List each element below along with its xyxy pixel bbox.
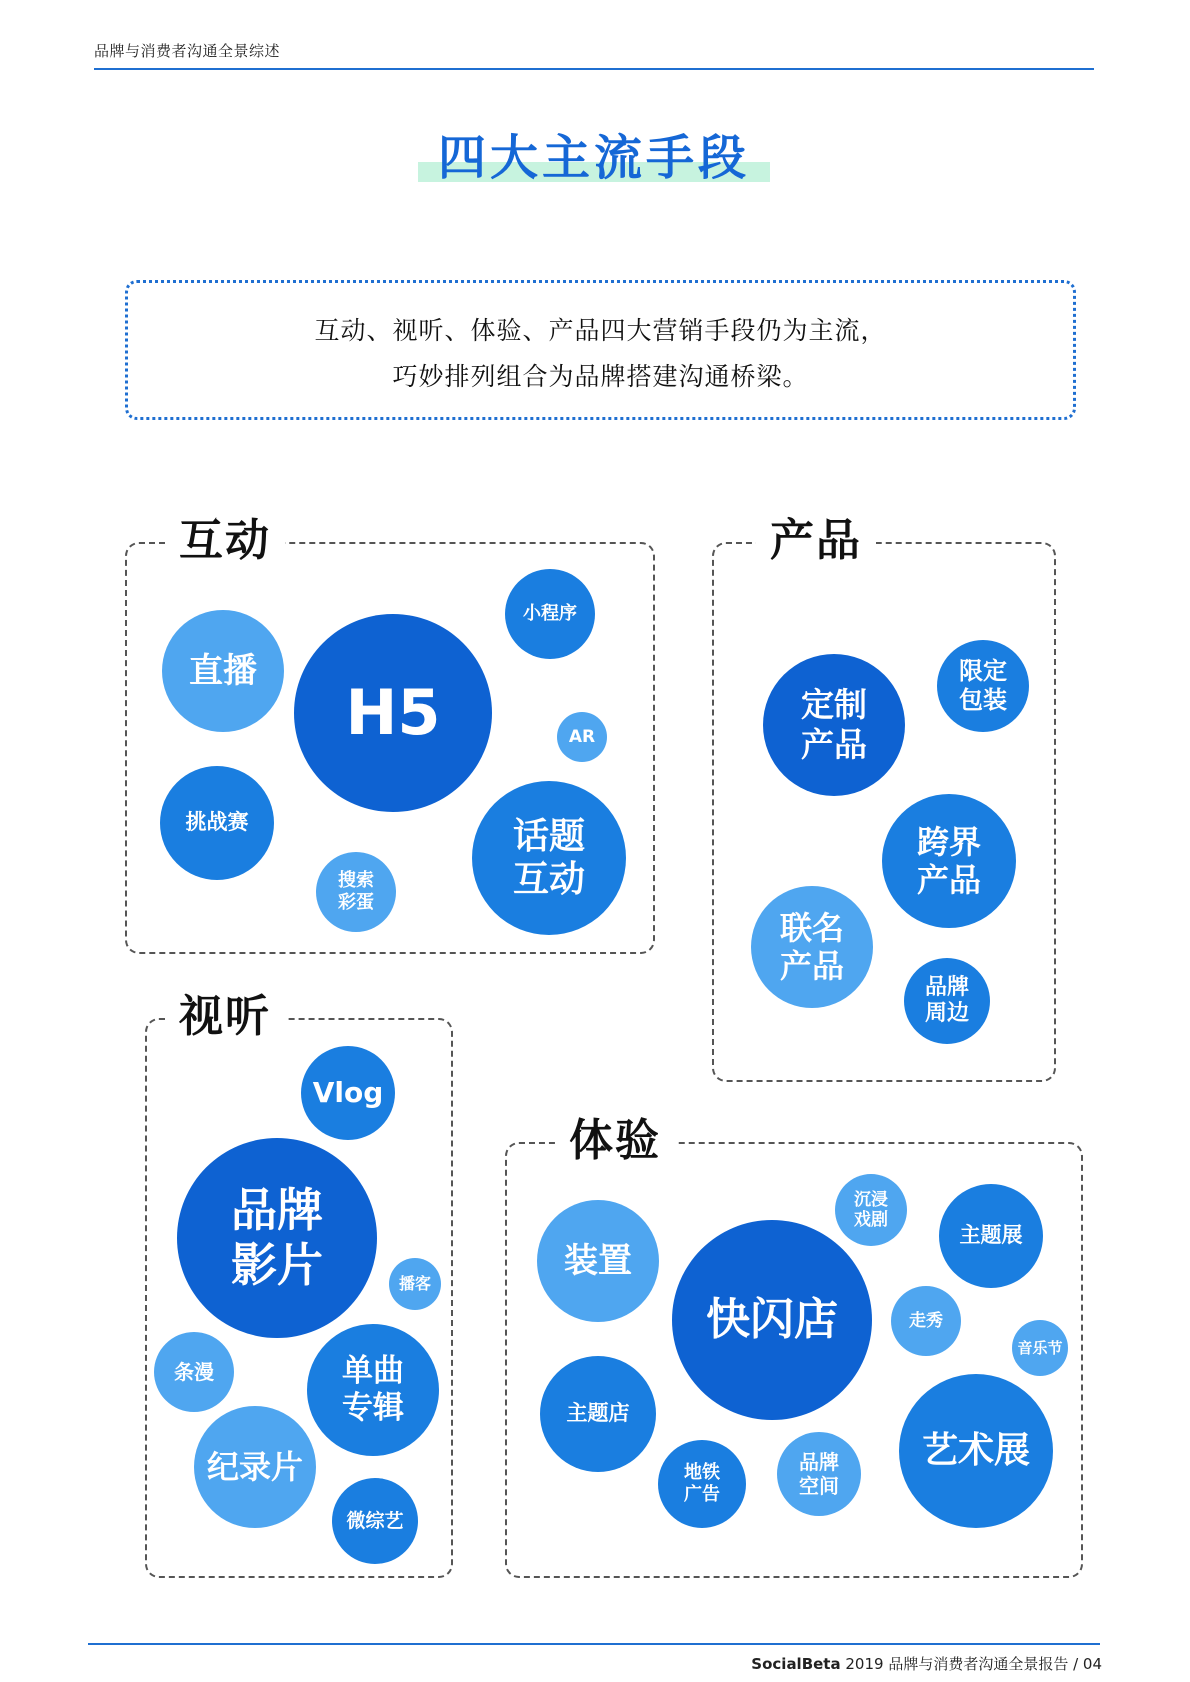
- header-title: 品牌与消费者沟通全景综述: [94, 42, 281, 60]
- group-title-audiovisual: 视听: [165, 990, 285, 1044]
- footer-report-info: 2019 品牌与消费者沟通全景报告 / 04: [840, 1655, 1102, 1673]
- bubble-installation: 装置: [537, 1200, 659, 1322]
- bubble-theme-store: 主题店: [540, 1356, 656, 1472]
- group-interaction: [125, 515, 655, 954]
- footer-divider: [88, 1643, 1100, 1645]
- bubble-documentary: 纪录片: [194, 1406, 316, 1528]
- bubble-live-stream: 直播: [162, 610, 284, 732]
- bubble-comic-strip: 条漫: [154, 1332, 234, 1412]
- page-title: 四大主流手段: [437, 130, 750, 186]
- bubble-custom-product: 定制 产品: [763, 654, 905, 796]
- bubble-mini-program: 小程序: [505, 569, 595, 659]
- header-divider: [94, 68, 1094, 70]
- group-audiovisual: [145, 991, 453, 1578]
- intro-line-1: 互动、视听、体验、产品四大营销手段仍为主流，: [314, 316, 887, 345]
- group-title-experience: 体验: [555, 1114, 675, 1168]
- bubble-h5: H5: [294, 614, 492, 812]
- bubble-art-exhibition: 艺术展: [899, 1374, 1053, 1528]
- footer: [751, 1653, 1102, 1674]
- bubble-theme-exhibition: 主题展: [939, 1184, 1043, 1288]
- bubble-search-easter-egg: 搜索 彩蛋: [316, 852, 396, 932]
- bubble-co-branded-product: 联名 产品: [751, 886, 873, 1008]
- bubble-podcast: 播客: [389, 1258, 441, 1310]
- bubble-limited-packaging: 限定 包装: [937, 640, 1029, 732]
- bubble-single-album: 单曲 专辑: [307, 1324, 439, 1456]
- group-title-interaction: 互动: [165, 514, 285, 568]
- intro-box: [125, 280, 1076, 420]
- bubble-brand-space: 品牌 空间: [777, 1432, 861, 1516]
- footer-brand: SocialBeta: [751, 1655, 841, 1673]
- group-experience: [505, 1115, 1083, 1578]
- bubble-brand-merchandise: 品牌 周边: [904, 958, 990, 1044]
- bubble-crossover-product: 跨界 产品: [882, 794, 1016, 928]
- intro-line-2: 巧妙排列组合为品牌搭建沟通桥梁。: [392, 362, 809, 391]
- bubble-ar: AR: [557, 712, 607, 762]
- bubble-brand-film: 品牌 影片: [177, 1138, 377, 1338]
- page-title-block: [418, 128, 770, 194]
- bubble-vlog: Vlog: [301, 1046, 395, 1140]
- bubble-subway-ad: 地铁 广告: [658, 1440, 746, 1528]
- bubble-fashion-show: 走秀: [891, 1286, 961, 1356]
- bubble-challenge: 挑战赛: [160, 766, 274, 880]
- bubble-micro-variety-show: 微综艺: [332, 1478, 418, 1564]
- bubble-immersive-theatre: 沉浸 戏剧: [835, 1174, 907, 1246]
- bubble-topic-interaction: 话题 互动: [472, 781, 626, 935]
- group-product: [712, 515, 1056, 1082]
- group-title-product: 产品: [756, 514, 876, 568]
- bubble-pop-up-store: 快闪店: [672, 1220, 872, 1420]
- bubble-music-festival: 音乐节: [1012, 1320, 1068, 1376]
